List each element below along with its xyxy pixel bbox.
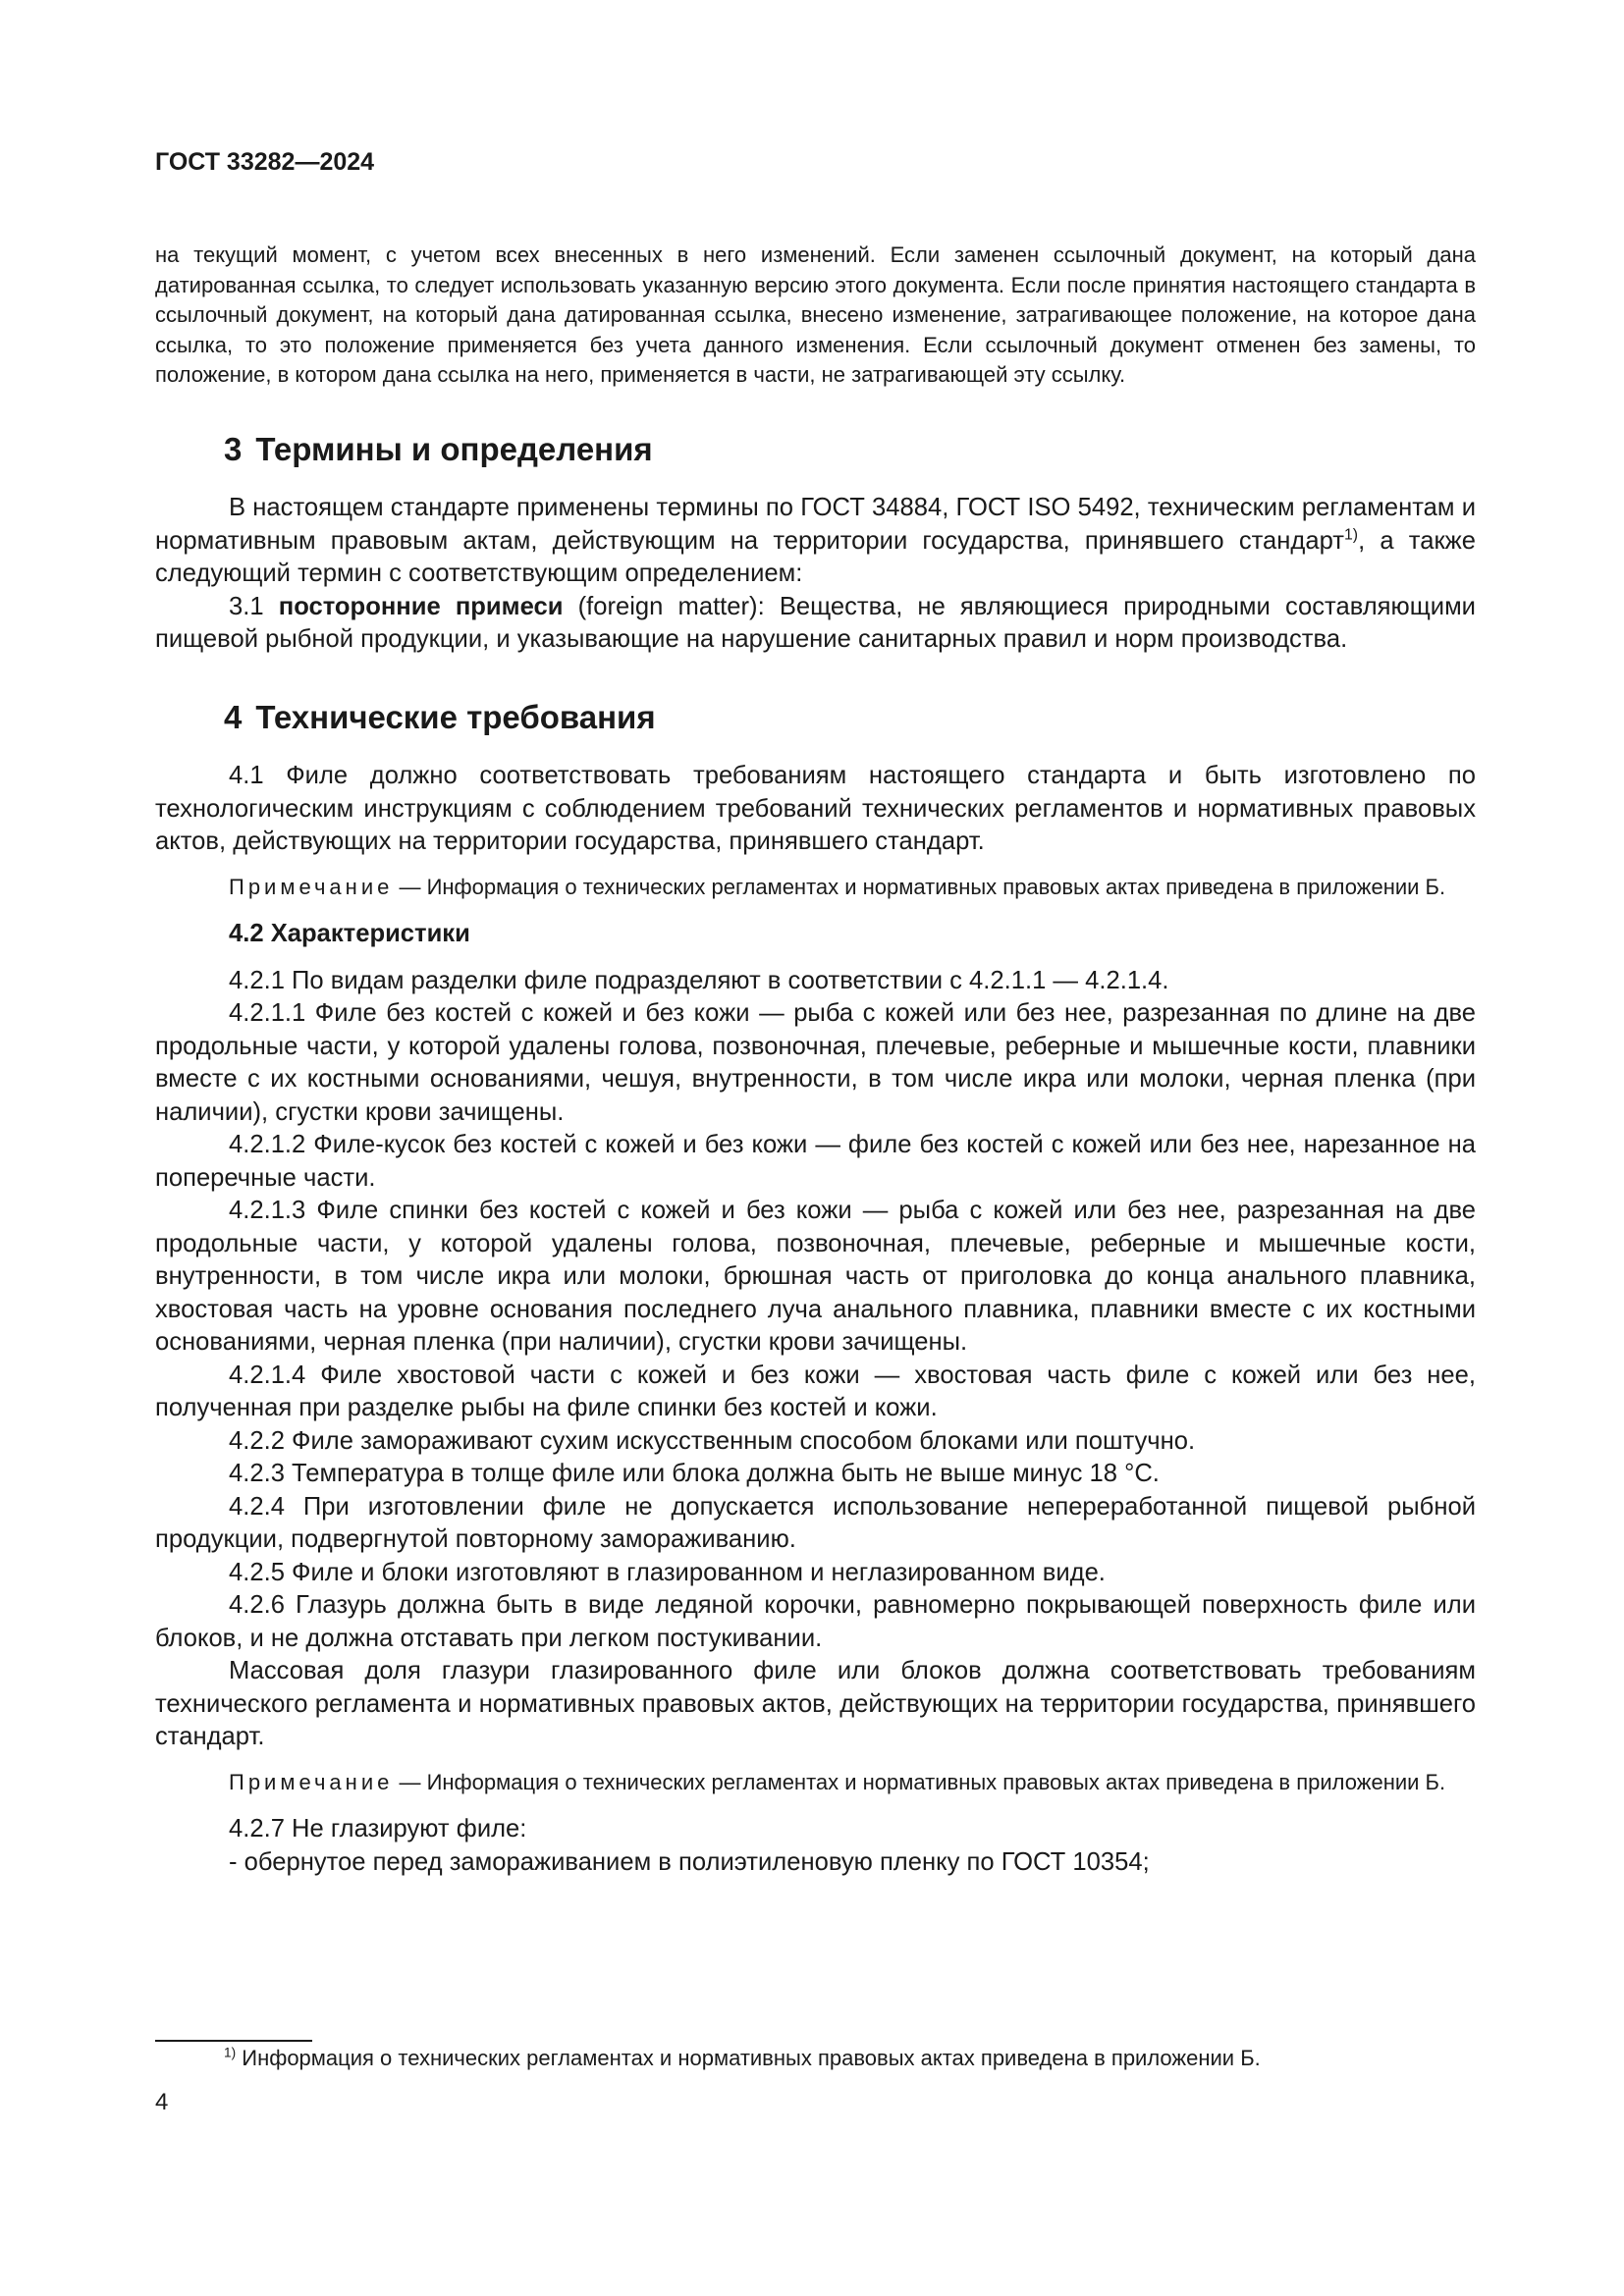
note-2 — [155, 1768, 1476, 1798]
paragraph-4-2-5: 4.2.5 Филе и блоки изготовляют в глазированном и неглазированном виде. — [229, 1558, 1106, 1586]
paragraph-4-2-2: 4.2.2 Филе замораживают сухим искусственным способом блоками или поштучно. — [229, 1426, 1196, 1455]
footnote-text: Информация о технических регламентах и нормативных правовых актах приведена в приложении Б. — [242, 2046, 1261, 2070]
paragraph-4-1: 4.1 Филе должно соответствовать требованиям настоящего стандарта и быть изготовлено по технологическим инструкциям с соблюдением требований технических регламентов и нормативных правовых актов, действующих на территории государства, принявшего стандарт. — [155, 762, 1476, 856]
document-header: ГОСТ 33282—2024 — [155, 148, 375, 176]
section-3-text-a: В настоящем стандарте применены термины по ГОСТ 34884, ГОСТ ISO 5492, техническим регламентам и нормативным правовым актам, действующим на территории государства, принявшего стандарт — [155, 494, 1476, 555]
note-1-text: — Информация о технических регламентах и нормативных правовых актах приведена в приложении Б. — [399, 874, 1446, 899]
section-3-text-b: , а также следующий термин с соответствующим определением: — [155, 526, 1476, 588]
term-definition — [155, 591, 1476, 657]
section-3-number: 3 — [224, 430, 243, 467]
footnote-divider — [155, 2040, 312, 2042]
paragraph-mass-fraction: Массовая доля глазури глазированного филе или блоков должна соответствовать требованиям технического регламента и нормативных правовых актов, действующих на территории государства, принявшего стандарт. — [155, 1657, 1476, 1751]
section-4-title: Технические требования — [255, 698, 656, 735]
section-4-number: 4 — [224, 698, 243, 735]
footnote — [155, 2044, 1476, 2073]
note-2-label: Примечание — [229, 1769, 394, 1794]
paragraph-4-2-6: 4.2.6 Глазурь должна быть в виде ледяной корочки, равномерно покрывающей поверхность филе или блоков, и не должна отставать при легком постукивании. — [155, 1591, 1476, 1652]
paragraph-4-2-3: 4.2.3 Температура в толще филе или блока должна быть не выше минус 18 °С. — [229, 1460, 1160, 1488]
page-content — [155, 147, 1476, 1879]
footnote-mark: 1) — [224, 2045, 237, 2060]
footnote-ref: 1) — [1343, 526, 1359, 544]
section-3-heading — [155, 430, 1476, 469]
page-number: 4 — [155, 2089, 169, 2115]
note-2-text: — Информация о технических регламентах и нормативных правовых актах приведена в приложении Б. — [399, 1769, 1446, 1794]
paragraph-4-2-7: 4.2.7 Не глазируют филе: — [229, 1815, 527, 1843]
paragraph-4-2-1-3: 4.2.1.3 Филе спинки без костей с кожей и без кожи — рыба с кожей или без нее, разрезанная на две продольные части, у которой удалены голова, позвоночная, плечевые, реберные и мышечные кости, внутренности, в том числе икра или молоки, брюшная часть от приголовка до конца анального плавника, хвостовая часть на уровне основания последнего луча анального плавника, плавники вместе с их костными основаниями, черная пленка (при наличии), сгустки крови зачищены. — [155, 1197, 1476, 1357]
subsection-4-2-heading: 4.2 Характеристики — [229, 920, 470, 948]
paragraph-4-2-1-2: 4.2.1.2 Филе-кусок без костей с кожей и без кожи — филе без костей с кожей или без нее, нарезанное на поперечные части. — [155, 1131, 1476, 1192]
note-1 — [155, 873, 1476, 903]
paragraph-4-2-1: 4.2.1 По видам разделки филе подразделяют в соответствии с 4.2.1.1 — 4.2.1.4. — [229, 966, 1169, 994]
intro-paragraph: на текущий момент, с учетом всех внесенных в него изменений. Если заменен ссылочный документ, на который дана датированная ссылка, то следует использовать указанную версию этого документа. Если после принятия настоящего стандарта в ссылочный документ, на который дана датированная ссылка, внесено изменение, затрагивающее положение, на которое дана ссылка, то это положение применяется без учета данного изменения. Если ссылочный документ отменен без замены, то положение, в котором дана ссылка на него, применяется в части, не затрагивающей эту ссылку. — [155, 242, 1476, 387]
term-text: (foreign matter): Вещества, не являющиеся природными составляющими пищевой рыбной продукции, и указывающие на нарушение санитарных правил и норм производства. — [155, 592, 1476, 654]
term-number: 3.1 — [229, 592, 264, 620]
section-3-title: Термины и определения — [255, 430, 653, 467]
list-item: - обернутое перед замораживанием в полиэтиленовую пленку по ГОСТ 10354; — [229, 1847, 1150, 1876]
section-4-heading — [155, 698, 1476, 737]
section-3-paragraph — [155, 492, 1476, 591]
paragraph-4-2-1-4: 4.2.1.4 Филе хвостовой части с кожей и без кожи — хвостовая часть филе с кожей или без нее, полученная при разделке рыбы на филе спинки без костей и кожи. — [155, 1361, 1476, 1422]
note-1-label: Примечание — [229, 874, 394, 899]
paragraph-4-2-1-1: 4.2.1.1 Филе без костей с кожей и без кожи — рыба с кожей или без нее, разрезанная по длине на две продольные части, у которой удалены голова, позвоночная, плечевые, реберные и мышечные кости, плавники вместе с их костными основаниями, чешуя, внутренности, в том числе икра или молоки, черная пленка (при наличии), сгустки крови зачищены. — [155, 999, 1476, 1126]
paragraph-4-2-4: 4.2.4 При изготовлении филе не допускается использование непереработанной пищевой рыбной продукции, подвергнутой повторному замораживанию. — [155, 1492, 1476, 1554]
term: посторонние примеси — [278, 592, 564, 620]
